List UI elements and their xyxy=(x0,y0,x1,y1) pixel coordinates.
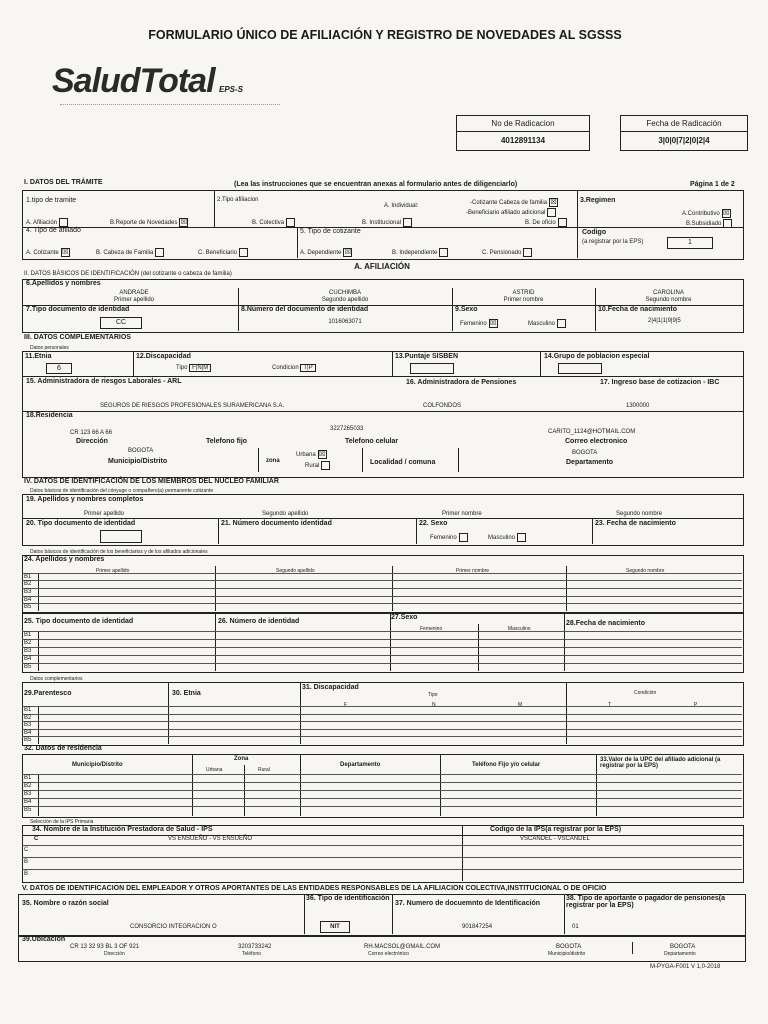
depto-value[interactable]: BOGOTA xyxy=(572,450,598,456)
b31-t: T xyxy=(608,702,612,708)
sec4-title: IV. DATOS DE IDENTIFICACIÓN DE LOS MIEMBROS DEL NUCLEO FAMILIAR xyxy=(24,478,279,485)
empleador-dep-label: Departamento xyxy=(664,951,696,957)
beneficiarios-label: Datos básicos de identificación de los beneficiarios y de los afiliados adicionales xyxy=(30,549,208,555)
femenino-22-option[interactable]: Femenino xyxy=(430,533,468,542)
ibc-value[interactable]: 1300000 xyxy=(626,403,650,409)
b24-row-b2: B2 xyxy=(24,581,32,587)
b24-row-b5: B5 xyxy=(24,604,32,610)
empleador-mun-value[interactable]: BOGOTA xyxy=(556,944,582,950)
disc-condicion[interactable]: Condicion T|P xyxy=(272,365,316,371)
b31-tipo: Tipo xyxy=(428,692,438,698)
b32-row-b4: B4 xyxy=(24,799,32,805)
ips-row-b2: B xyxy=(24,871,29,877)
b26-label: 26. Número de identidad xyxy=(218,618,300,625)
b29-row-b3: B3 xyxy=(24,722,32,728)
b34-label: 34. Nombre de la Institución Prestadora de Salud - IPS xyxy=(32,826,213,833)
individual-label: A. Individual: xyxy=(384,203,419,209)
b31-m: M xyxy=(518,702,523,708)
celular-label: Telefono celular xyxy=(345,438,399,445)
segundo-apellido-label: Segundo apellido xyxy=(321,297,369,303)
b29-row-b5: B5 xyxy=(24,737,32,743)
logo-underline xyxy=(60,104,280,105)
empleador-dir-label: Dirección xyxy=(104,951,125,957)
empleador-tel-value[interactable]: 3203733242 xyxy=(238,944,272,950)
cabeza-familia-option[interactable]: B. Cabeza de Familia xyxy=(96,248,164,257)
tipo-doc-20-label: 20. Tipo documento de identidad xyxy=(26,520,136,527)
depto-label: Departamento xyxy=(566,459,614,466)
dependiente-option[interactable]: A. Dependiente ☒ xyxy=(300,249,352,257)
contributivo-option[interactable]: A.Contributivo ☒ xyxy=(682,210,730,218)
fecha-radicacion-label: Fecha de Radicación xyxy=(646,119,722,128)
tipo-tramite-label: 1.tipo de tramite xyxy=(26,197,77,204)
reporte-novedades-option[interactable]: B.Reporte de Novedades ☒ xyxy=(110,219,188,227)
b24-label: 24. Apellidos y nombres xyxy=(24,556,105,563)
num-doc-21-label: 21. Número documento identidad xyxy=(221,520,332,527)
ips-table xyxy=(22,825,744,883)
femenino-option[interactable]: Femenino ☒ xyxy=(460,320,497,328)
tipo-aportante-label: 38. Tipo de aportante o pagador de pensiones(a registrar por la EPS) xyxy=(566,895,725,909)
institucional-option[interactable]: B. Institucional xyxy=(362,218,412,227)
b31-label: 31. Discapacidad xyxy=(302,684,359,691)
primer-nombre-label: Primer nombre xyxy=(442,511,482,517)
empleador-correo-value[interactable]: RH.MACSOL@GMAIL.COM xyxy=(364,944,441,950)
b32-row-b2: B2 xyxy=(24,783,32,789)
regimen-label: 3.Regimen xyxy=(580,197,616,204)
codigo-label: Codigo xyxy=(582,229,607,236)
subsidiado-option[interactable]: B.Subsidiado xyxy=(686,219,732,228)
tipo-id-field[interactable]: NIT xyxy=(320,921,350,933)
poblacion-field[interactable] xyxy=(558,363,602,374)
ips-code-value[interactable]: VSCANDEL - VSCANDEL xyxy=(520,836,590,842)
num-doc-label: 8.Número del documento de identidad xyxy=(241,306,369,313)
saludtotal-logo xyxy=(52,62,243,101)
segundo-nombre-label: Segundo nombre xyxy=(616,511,663,517)
pensiones-label: 16. Administradora de Pensiones xyxy=(406,379,517,386)
tipo-doc-field[interactable]: CC xyxy=(100,317,142,329)
afiliacion-option[interactable]: A. Afiliación xyxy=(26,218,68,227)
b24-col1: Primer apellido xyxy=(96,568,130,574)
etnia-label: 11.Etnia xyxy=(25,353,52,360)
sisben-field[interactable] xyxy=(410,363,454,374)
telefono-fijo-label: Telefono fijo xyxy=(206,438,248,445)
b32-label: 32. Datos de residencia xyxy=(24,745,102,752)
b32-row-b5: B5 xyxy=(24,807,32,813)
tipo-cotizante-label: 5. Tipo de cotizante xyxy=(300,228,361,235)
direccion-label: Dirección xyxy=(76,438,108,445)
empleador-dir-value[interactable]: CR 13 32 93 BL 3 OF 921 xyxy=(70,944,140,950)
conyuge-label: Datos básicos de identificación del cónyuge o compañero(a) permanente cotizante xyxy=(30,488,214,494)
b30-label: 30. Etnia xyxy=(172,690,201,697)
razon-value[interactable]: CONSORCIO INTEGRACION O xyxy=(130,924,217,930)
b32-tel: Teléfono Fijo y/o celular xyxy=(472,762,541,768)
sexo-label: 9.Sexo xyxy=(455,306,478,313)
b31-p: P xyxy=(694,702,698,708)
radicacion-label: No de Radicacion xyxy=(491,119,555,128)
pensiones-value[interactable]: COLFONDOS xyxy=(423,403,462,409)
segundo-nombre-value[interactable]: CAROLINA xyxy=(653,290,684,296)
fecha-23-label: 23. Fecha de nacimiento xyxy=(595,520,676,527)
b24-col4: Segundo nombre xyxy=(626,568,665,574)
ips-codigo-label: Codigo de la IPS(a registrar por la EPS) xyxy=(490,826,622,833)
sec2-title: II. DATOS BÁSICOS DE IDENTIFICACIÓN (del cotizante o cabeza de familia) xyxy=(24,271,232,277)
beneficiario-option[interactable]: C. Beneficiario xyxy=(198,248,248,257)
b24-row-b1: B1 xyxy=(24,574,32,580)
complementarios-label: Datos complementarios xyxy=(30,676,83,682)
b29-row-b4: B4 xyxy=(24,730,32,736)
razon-label: 35. Nombre o razón social xyxy=(22,900,109,907)
segundo-apellido-label: Segundo apellido xyxy=(262,511,309,517)
cotizante-cabeza-option[interactable]: -Cotizante Cabeza de familia ☒ xyxy=(470,199,557,207)
fecha-nac-value[interactable]: 2|4|1|1|9|9|5 xyxy=(648,318,681,324)
primer-nombre-value[interactable]: ASTRID xyxy=(512,290,535,296)
tipo-doc-label: 7.Tipo documento de identidad xyxy=(26,306,130,313)
segundo-apellido-value[interactable]: CUCHIMBA xyxy=(328,290,361,296)
rural-option[interactable]: Rural xyxy=(305,461,330,470)
masculino-option[interactable]: Masculino xyxy=(528,319,566,328)
b32-depto: Departamento xyxy=(340,762,381,768)
b29-label: 29.Parentesco xyxy=(24,690,72,697)
b25-row-b2: B2 xyxy=(24,640,32,646)
primer-nombre-label: Primer nombre xyxy=(503,297,544,303)
tipo-doc-20-field[interactable] xyxy=(100,530,142,543)
empleador-dep-value[interactable]: BOGOTA xyxy=(670,944,696,950)
primer-apellido-label: Primer apellido xyxy=(84,511,125,517)
logo-suffix: EPS-S xyxy=(218,85,243,94)
ips-row-c-label: C xyxy=(34,836,39,842)
correo-label: Correo electronico xyxy=(565,438,628,445)
b24-col2: Segundo apellido xyxy=(276,568,315,574)
b29-row-b2: B2 xyxy=(24,715,32,721)
b25-row-b4: B4 xyxy=(24,656,32,662)
etnia-field[interactable]: 6 xyxy=(46,363,72,374)
empleador-tel-label: Teléfono xyxy=(242,951,261,957)
b32-zona: Zona xyxy=(234,756,249,762)
page-number: Página 1 de 2 xyxy=(690,181,735,188)
codigo-field[interactable]: 1 xyxy=(667,237,713,249)
primer-apellido-value[interactable]: ANDRADE xyxy=(119,290,149,296)
ips-name-value[interactable]: VS ENSUEÑO - VS ENSUEÑO xyxy=(168,836,253,842)
b33-label: 33.Valor de la UPC del afiliado adicional (a registrar por la EPS) xyxy=(600,757,721,769)
num-id-value[interactable]: 901847254 xyxy=(462,924,493,930)
arl-value[interactable]: SEGUROS DE RIESGOS PROFESIONALES SURAMERICANA S.A. xyxy=(100,403,285,409)
b27-label: 27.Sexo xyxy=(391,614,418,621)
masculino-22-option[interactable]: Masculino xyxy=(488,533,526,542)
apellidos-completos-label: 19. Apellidos y nombres completos xyxy=(26,496,144,503)
logo-text: SaludTotal xyxy=(52,62,215,100)
sisben-label: 13.Puntaje SISBEN xyxy=(395,353,459,360)
colectiva-option[interactable]: B. Colectiva xyxy=(252,218,295,227)
num-doc-value[interactable]: 1016063071 xyxy=(328,319,362,325)
sexo-22-label: 22. Sexo xyxy=(419,520,448,527)
b31-n: N xyxy=(432,702,436,708)
form-title: FORMULARIO ÚNICO DE AFILIACIÓN Y REGISTRO DE NOVEDADES AL SGSSS xyxy=(148,28,622,42)
afiliacion-title: A. AFILIACIÓN xyxy=(354,262,410,271)
oficio-option[interactable]: B. De oficio xyxy=(525,218,567,227)
municipio-label: Municipio/Distrito xyxy=(108,458,168,465)
b24-row-b4: B4 xyxy=(24,597,32,603)
ips-row-b1: B xyxy=(24,859,29,865)
b32-row-b1: B1 xyxy=(24,775,32,781)
ubicacion-label: 39.Ubicación xyxy=(22,936,66,943)
discapacidad-label: 12.Discapacidad xyxy=(136,353,191,360)
radicacion-value: 4012891134 xyxy=(500,136,546,145)
cotizante-option[interactable]: A. Cotizante ☒ xyxy=(26,249,69,257)
b31-condicion: Condición xyxy=(634,690,657,696)
celular-value[interactable]: 3227265033 xyxy=(330,426,364,432)
apellidos-label: 6.Apellidos y nombres xyxy=(26,280,101,287)
b25-row-b3: B3 xyxy=(24,648,32,654)
tipo-aportante-value[interactable]: 01 xyxy=(572,924,579,930)
b27-masculino: Masculino xyxy=(508,626,531,632)
sec1-note: (Lea las instrucciones que se encuentran anexas al formulario antes de diligenciarlo) xyxy=(234,181,518,188)
ibc-label: 17. Ingreso base de cotizacion - IBC xyxy=(600,379,720,386)
b32-rural: Rural xyxy=(258,767,270,773)
b25-label: 25. Tipo documento de identidad xyxy=(24,618,134,625)
direccion-value[interactable]: CR 123 66 A 66 xyxy=(70,430,113,436)
b32-municipio: Municipio/Distrito xyxy=(72,762,123,768)
b32-row-b3: B3 xyxy=(24,791,32,797)
tipo-id-label: 36. Tipo de identificación xyxy=(306,895,390,902)
arl-label: 15. Administradora de riesgos Laborales - ARL xyxy=(26,378,182,385)
tipo-afiliado-label: 4. Tipo de afiliado xyxy=(26,227,81,234)
b31-f: F xyxy=(344,702,348,708)
codigo-note: (a registrar por la EPS) xyxy=(582,239,644,245)
poblacion-label: 14.Grupo de poblacion especial xyxy=(544,353,650,360)
b24-row-b3: B3 xyxy=(24,589,32,595)
independiente-option[interactable]: B. Independiente xyxy=(392,248,448,257)
disc-tipo[interactable]: Tipo F|N|M xyxy=(176,365,211,371)
empleador-correo-label: Correo electrónico xyxy=(368,951,409,957)
primer-apellido-label: Primer apellido xyxy=(113,297,155,303)
b25-row-b1: B1 xyxy=(24,632,32,638)
b24-col3: Primer nombre xyxy=(456,568,490,574)
municipio-value[interactable]: BOGOTA xyxy=(128,448,154,454)
ips-row-c2: C xyxy=(24,847,29,853)
b32-urbana: Urbana xyxy=(206,767,223,773)
residencia-label: 18.Residencia xyxy=(26,412,73,419)
fecha-radicacion-value: 3|0|0|7|2|0|2|4 xyxy=(658,136,710,145)
datos-personales-label: Datos personales xyxy=(30,345,69,351)
b29-row-b1: B1 xyxy=(24,707,32,713)
b27-femenino: Femenino xyxy=(420,626,443,632)
b25-row-b5: B5 xyxy=(24,664,32,670)
tipo-afiliacion-label: 2.Tipo afiliacion xyxy=(217,197,259,203)
beneficiario-adicional-option[interactable]: -Beneficiario afiliado adicional xyxy=(466,208,556,217)
num-id-label: 37. Numero de docuemnto de Identificación xyxy=(395,900,541,907)
sec1-title: I. DATOS DEL TRÁMITE xyxy=(24,179,103,186)
correo-value[interactable]: CARITO_1124@HOTMAIL.COM xyxy=(548,429,636,435)
sec3-title: III. DATOS COMPLEMENTARIOS xyxy=(24,334,131,341)
pensionado-option[interactable]: C. Pensionado xyxy=(482,248,532,257)
localidad-label: Localidad / comuna xyxy=(370,459,436,466)
beneficiarios-24-table xyxy=(22,555,744,613)
fecha-nac-label: 10.Fecha de nacimiento xyxy=(598,306,677,313)
urbana-option[interactable]: Urbana ☒ xyxy=(296,451,326,459)
empleador-mun-label: Municipio/distrito xyxy=(548,951,586,957)
zona-label: zona xyxy=(266,458,280,464)
form-code: M-PYGA-F001 V 1,0-2018 xyxy=(650,964,721,970)
b28-label: 28.Fecha de nacimiento xyxy=(566,620,645,627)
ips-seleccion-label: Selección de la IPS Primaria xyxy=(30,819,94,825)
sec5-title: V. DATOS DE IDENTIFICACION DEL EMPLEADOR Y OTROS APORTANTES DE LAS ENTIDADES RESPONSABLES DE LA AFILIACION COLECTIVA,INSTITUCIONAL O DE OFICIO xyxy=(22,885,607,892)
segundo-nombre-label: Segundo nombre xyxy=(645,297,692,303)
